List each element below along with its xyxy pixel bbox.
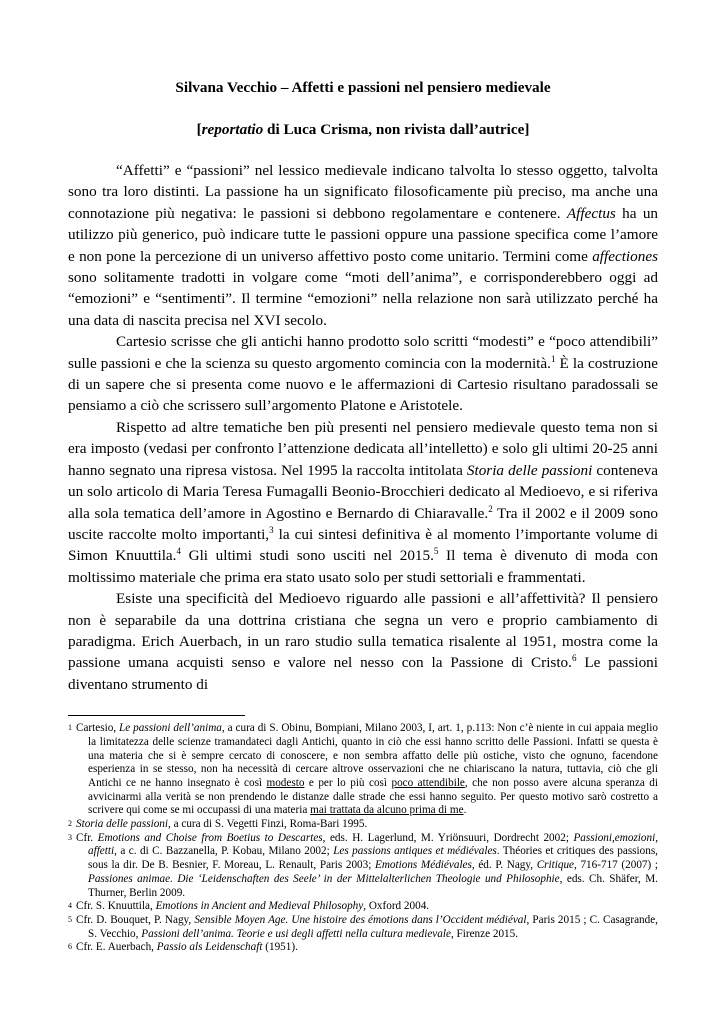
text-run: la cui sintesi definitiva è al momento l’importante volume di Simon Knuuttila. bbox=[68, 525, 658, 565]
italic-title: Les passions antiques et médiévales bbox=[333, 845, 497, 858]
text-run: . Théories et critiques des passions, sous la dir. De B. Besnier, F. Moreau, L. Renault, Paris 2003; bbox=[88, 845, 658, 872]
italic-title: Emotions in Ancient and Medieval Philosophy bbox=[155, 900, 364, 913]
italic-title: Storia delle passioni bbox=[76, 818, 168, 831]
underlined-text: mai trattata da alcuno prima di me bbox=[310, 804, 464, 817]
text-run: Le passioni diventano strumento di bbox=[68, 654, 658, 693]
text-run: , a cura di S. Obinu, Bompiani, Milano 2003, I, art. 1, p.113: Non c’è niente in cui appaia meglio la limitatezza delle scienze tramandateci dagli Antichi, quanto in ciò che essi hanno scritto delle Passioni. Infatti se questa è una materia che si è sempre cercato di conoscere, e non sembra affatto delle più ostiche, visto che ognuno, facendone esperienza in se stesso, non ha necessità di cercare altrove osservazioni che ne chiariscano la natura, tuttavia, ciò che gli Antichi ce ne hanno insegnato è così bbox=[88, 722, 658, 789]
footnote-text bbox=[76, 914, 658, 941]
text-run: “Affetti” e “passioni” nel lessico medievale indicano talvolta lo stesso oggetto, talvolta sono tra loro distinti. La passione ha un significato filosoficamente più preciso, ma anche una connotazione più negativa: le passioni si debbono regolamentare e contenere. bbox=[68, 162, 658, 222]
footnote-ref[interactable]: 6 bbox=[571, 653, 577, 664]
text-run: , eds. H. Lagerlund, M. Yriönsuuri, Dordrecht 2002; bbox=[322, 831, 574, 844]
text-run: Cfr. D. Bouquet, P. Nagy, bbox=[76, 914, 195, 926]
text-run: Cfr. bbox=[76, 831, 98, 844]
footnote-text bbox=[76, 941, 658, 955]
text-run: Cfr. S. Knuuttila, bbox=[76, 900, 156, 913]
document-page bbox=[68, 78, 658, 955]
footnote-number: 2 bbox=[68, 819, 72, 829]
italic-title: Le passioni dell’anima bbox=[119, 722, 222, 735]
footnotes bbox=[68, 722, 658, 955]
text-run: È la costruzione di un sapere che si presenta come nuovo e le affermazioni di Cartesio risultano paradossali se pensiamo a ciò che scrissero sull’argomento Platone e Aristotele. bbox=[68, 354, 658, 415]
text-run: , Paris 2015 ; C. Casagrande, S. Vecchio, bbox=[88, 914, 658, 940]
text-run: Il tema è divenuto di moda con moltissimo materiale che prima era stato usato solo per studi settoriali e frammentati. bbox=[68, 547, 658, 586]
footnote-ref[interactable]: 3 bbox=[269, 524, 274, 535]
text-run: Rispetto ad altre tematiche ben più presenti nel pensiero medievale questo tema non si era imposto (vedasi per confronto l’attenzione dedicata all’intelletto) e solo gli ultimi 20-25 anni hanno segnato una ripresa vistosa. Nel 1995 la raccolta intitolata bbox=[68, 418, 658, 479]
text-run: , Oxford 2004. bbox=[363, 900, 430, 913]
underlined-text: modesto bbox=[266, 776, 305, 789]
footnote-ref[interactable]: 2 bbox=[488, 503, 493, 514]
text-run: , a c. di C. Bazzanella, P. Kobau, Milano 2002; bbox=[114, 845, 334, 858]
italic-term: Affectus bbox=[566, 204, 616, 222]
italic-title: Passioni dell’anima. Teorie e usi degli affetti nella cultura medievale bbox=[141, 927, 451, 940]
footnote-number: 6 bbox=[68, 942, 72, 952]
text-run: , éd. P. Nagy, bbox=[471, 859, 537, 872]
footnote-text bbox=[76, 900, 658, 914]
subtitle-rest: di Luca Crisma, non rivista dall’autrice] bbox=[263, 121, 530, 138]
text-run: conteneva un solo articolo di Maria Teresa Fumagalli Beonio-Brocchieri dedicato al Medioevo, e si riferiva alla sola tematica dell’amore in Agostino e Bernardo di Chiaravalle. bbox=[68, 461, 658, 522]
footnote-5 bbox=[68, 914, 658, 941]
footnote-text bbox=[76, 722, 658, 818]
footnote-6 bbox=[68, 941, 658, 955]
footnote-number: 4 bbox=[68, 901, 72, 911]
text-run: Tra il 2002 e il 2009 sono uscite raccolte molto importanti, bbox=[68, 504, 659, 543]
document-title: Silvana Vecchio – Affetti e passioni nel pensiero medievale bbox=[175, 79, 551, 96]
footnote-ref[interactable]: 5 bbox=[433, 546, 439, 557]
subtitle-bracket: [ bbox=[196, 121, 202, 138]
text-run: ha un utilizzo più generico, può indicare tutte le passioni oppure una passione specifica come l’amore e non pone la percezione di un universo affettivo posto come unitario. Termini come bbox=[68, 204, 659, 265]
footnote-number: 5 bbox=[68, 915, 72, 924]
footnote-4 bbox=[68, 900, 658, 914]
text-run: . bbox=[463, 804, 467, 817]
italic-title: Passioni,emozioni, affetti bbox=[88, 831, 658, 858]
paragraph-2 bbox=[68, 331, 658, 417]
text-run: , eds. Ch. Shäfer, M. Thurner, Berlin 2009. bbox=[88, 872, 659, 899]
document-body bbox=[68, 160, 658, 695]
footnote-text bbox=[76, 818, 658, 832]
footnote-1 bbox=[68, 722, 658, 818]
text-run: e per lo più così bbox=[304, 776, 392, 789]
footnote-separator bbox=[68, 715, 245, 716]
text-run: Gli ultimi studi sono usciti nel 2015. bbox=[180, 547, 434, 565]
italic-title: Storia delle passioni bbox=[466, 461, 593, 479]
underlined-text: poco attendibile bbox=[391, 776, 465, 789]
italic-term: affectiones bbox=[592, 247, 658, 265]
italic-title: Critique bbox=[536, 859, 575, 872]
text-run: sono solitamente tradotti in volgare come “moti dell’anima”, e corrisponderebbero oggi ad “emozioni” e “sentimenti”. Il termine “emozioni” nella relazione non sarà utilizzato perché ha una data di nascita precisa nel XVI secolo. bbox=[68, 269, 658, 329]
italic-title: Passiones animae. Die ‘Leidenschaften des Seele’ in der Mittelalterlichen Theologie und Philosophie bbox=[88, 872, 560, 885]
text-run: , a cura di S. Vegetti Finzi, Roma-Bari 1995. bbox=[168, 818, 368, 831]
text-run: Cartesio scrisse che gli antichi hanno prodotto solo scritti “modesti” e “poco attendibili” sulle passioni e che la scienza su questo argomento comincia con la modernità. bbox=[68, 333, 658, 372]
text-run: Cartesio, bbox=[76, 722, 120, 735]
text-run: (1951). bbox=[262, 941, 298, 954]
subtitle-italic: reportatio bbox=[201, 121, 264, 138]
text-run: , 716-717 (2007) ; bbox=[574, 859, 658, 872]
paragraph-4 bbox=[68, 588, 658, 695]
footnote-ref[interactable]: 4 bbox=[176, 546, 181, 557]
italic-title: Sensible Moyen Age. Une histoire des émotions dans l’Occident médiéval bbox=[194, 914, 527, 926]
paragraph-3 bbox=[68, 417, 658, 588]
italic-title: Emotions Médiévales bbox=[375, 859, 472, 872]
text-run: , Firenze 2015. bbox=[450, 927, 519, 940]
footnote-2 bbox=[68, 818, 658, 832]
footnote-text bbox=[76, 832, 658, 901]
paragraph-1 bbox=[68, 160, 658, 331]
italic-title: Passio als Leidenschaft bbox=[156, 941, 263, 954]
document-subtitle bbox=[68, 120, 658, 140]
text-run: , che non posso avere alcuna speranza di avvicinarmi alla verità se non prendendo le distanze dalle strade che essi hanno seguito. Per questo motivo sarò costretto a scrivere qui come se mi occupassi di una materia bbox=[88, 776, 658, 817]
text-run: Cfr. E. Auerbach, bbox=[76, 941, 157, 954]
footnote-ref[interactable]: 1 bbox=[550, 353, 556, 364]
italic-title: Emotions and Choise from Boetius to Descartes bbox=[97, 831, 323, 844]
footnote-3 bbox=[68, 832, 658, 901]
footnote-number: 3 bbox=[68, 832, 72, 842]
text-run: Esiste una specificità del Medioevo riguardo alle passioni e all’affettività? Il pensiero non è separabile da una dottrina cristiana che segna un vero e proprio cambiamento di paradigma. Erich Auerbach, in un raro studio sulla tematica risalente al 1951, mostra come la passione umana acquisti senso e valore nel nesso con la Passione di Cristo. bbox=[68, 590, 658, 672]
footnote-number: 1 bbox=[68, 723, 72, 733]
